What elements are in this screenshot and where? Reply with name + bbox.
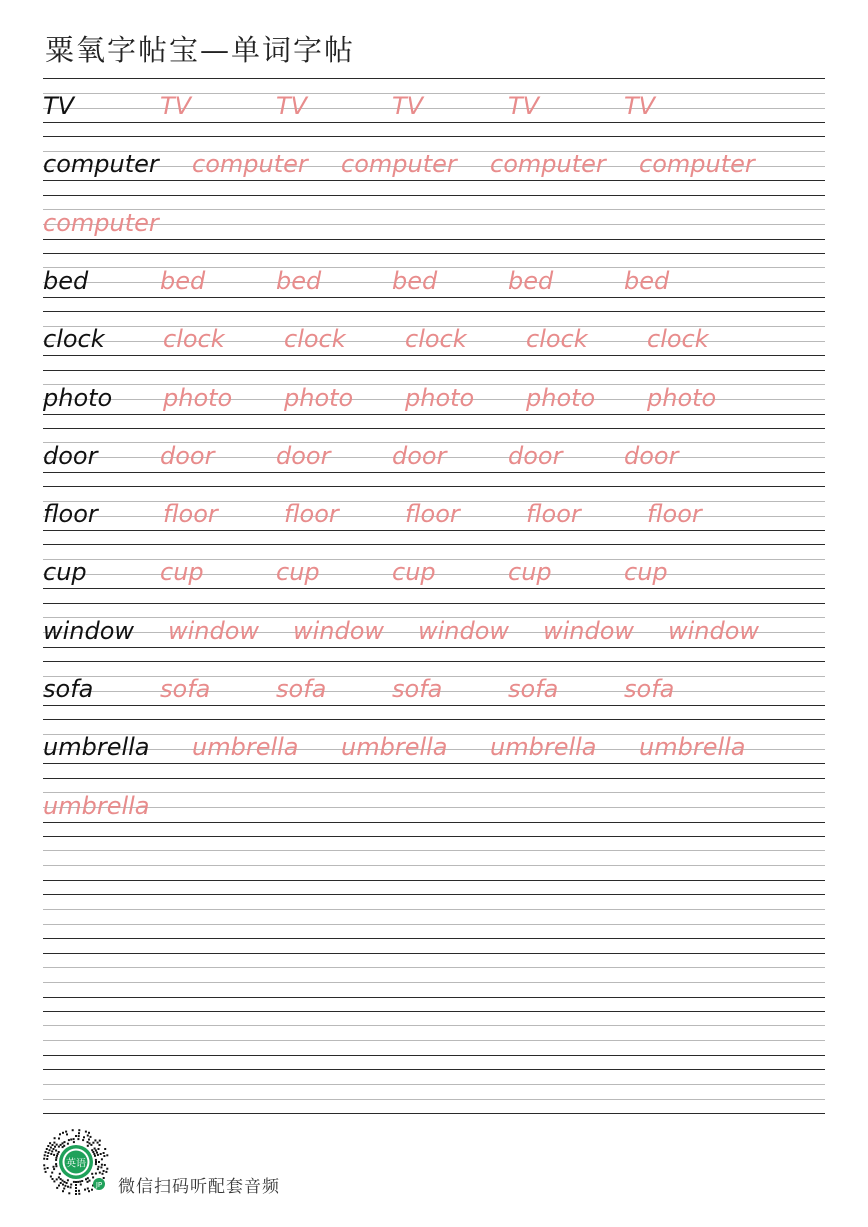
scan-audio-hint: 微信扫码听配套音频 <box>118 1177 280 1197</box>
row-top-rule <box>43 953 825 954</box>
trace-word: photo <box>405 383 475 412</box>
row-top-rule <box>43 894 825 895</box>
row-baseline-rule <box>43 997 825 998</box>
trace-word: sofa <box>160 675 211 703</box>
word-row <box>0 721 868 779</box>
trace-word: photo <box>284 383 354 412</box>
trace-word: TV <box>508 92 540 120</box>
trace-word: cup <box>276 558 320 587</box>
trace-word: cup <box>624 558 668 587</box>
trace-word: floor <box>405 500 460 529</box>
page-title: 粟氧字帖宝—单词字帖 <box>45 33 356 67</box>
row-top-rule <box>43 544 825 545</box>
model-word: floor <box>43 500 98 529</box>
trace-word: floor <box>163 500 218 529</box>
trace-word: umbrella <box>639 733 746 762</box>
row-baseline-rule <box>43 880 825 881</box>
row-top-rule <box>43 195 825 196</box>
row-top-rule <box>43 1069 825 1070</box>
row-top-rule <box>43 311 825 312</box>
trace-word: computer <box>490 150 606 179</box>
trace-word: photo <box>526 383 596 412</box>
trace-word: computer <box>341 150 457 179</box>
row-top-rule <box>43 370 825 371</box>
row-top-rule <box>43 778 825 779</box>
row-guide-rule <box>43 909 825 910</box>
trace-word: bed <box>160 266 206 295</box>
trace-word: door <box>392 441 447 470</box>
model-word: photo <box>43 383 113 412</box>
row-top-rule <box>43 603 825 604</box>
trace-word: computer <box>639 150 755 179</box>
trace-word: cup <box>160 558 204 587</box>
trace-word: umbrella <box>192 733 299 762</box>
row-top-rule <box>43 1011 825 1012</box>
model-word: computer <box>43 150 159 179</box>
trace-word: clock <box>526 325 588 354</box>
row-guide-rule <box>43 1025 825 1026</box>
trace-word: cup <box>392 558 436 587</box>
row-top-rule <box>43 78 825 79</box>
row-top-rule <box>43 428 825 429</box>
model-word: clock <box>43 325 105 354</box>
qr-code-icon[interactable] <box>40 1126 112 1198</box>
word-row <box>0 255 868 313</box>
row-guide-rule <box>43 1084 825 1085</box>
trace-word: cup <box>508 558 552 587</box>
row-guide-rule <box>43 1099 825 1100</box>
word-row <box>0 313 868 371</box>
trace-word: door <box>160 441 215 470</box>
trace-word: window <box>668 616 760 645</box>
trace-word: umbrella <box>490 733 597 762</box>
word-row <box>0 663 868 721</box>
trace-word: clock <box>405 325 467 354</box>
trace-word: bed <box>624 266 670 295</box>
row-top-rule <box>43 136 825 137</box>
row-top-rule <box>43 661 825 662</box>
trace-word: door <box>624 441 679 470</box>
trace-word: window <box>293 616 385 645</box>
model-word: door <box>43 441 98 470</box>
row-guide-rule <box>43 967 825 968</box>
sheet-bottom-rule <box>43 1113 825 1114</box>
model-word: sofa <box>43 675 94 703</box>
trace-word: sofa <box>392 675 443 703</box>
row-baseline-rule <box>43 938 825 939</box>
trace-word: floor <box>526 500 581 529</box>
trace-word: photo <box>647 383 717 412</box>
trace-word: sofa <box>276 675 327 703</box>
trace-word: TV <box>624 92 656 120</box>
trace-word: floor <box>647 500 702 529</box>
trace-word: clock <box>647 325 709 354</box>
trace-word: clock <box>163 325 225 354</box>
trace-word: photo <box>163 383 233 412</box>
trace-word: door <box>508 441 563 470</box>
svg-text:JP: JP <box>95 1181 103 1189</box>
word-row <box>0 430 868 488</box>
trace-word: clock <box>284 325 346 354</box>
row-top-rule <box>43 836 825 837</box>
trace-word: sofa <box>624 675 675 703</box>
trace-word: computer <box>192 150 308 179</box>
trace-word: door <box>276 441 331 470</box>
word-row <box>0 605 868 663</box>
trace-word: umbrella <box>341 733 448 762</box>
row-guide-rule <box>43 865 825 866</box>
trace-word: bed <box>392 266 438 295</box>
word-row <box>0 138 868 196</box>
trace-word: floor <box>284 500 339 529</box>
word-row <box>0 80 868 138</box>
trace-word: TV <box>160 92 192 120</box>
trace-word: bed <box>508 266 554 295</box>
row-guide-rule <box>43 850 825 851</box>
model-word: bed <box>43 266 89 295</box>
word-row <box>0 197 868 255</box>
trace-word: umbrella <box>43 791 150 820</box>
model-word: TV <box>43 92 75 120</box>
row-top-rule <box>43 719 825 720</box>
word-row <box>0 372 868 430</box>
row-top-rule <box>43 486 825 487</box>
row-baseline-rule <box>43 1055 825 1056</box>
word-row <box>0 780 868 838</box>
word-row <box>0 488 868 546</box>
trace-word: window <box>543 616 635 645</box>
trace-word: TV <box>276 92 308 120</box>
trace-word: window <box>418 616 510 645</box>
trace-word: computer <box>43 208 159 237</box>
model-word: cup <box>43 558 87 587</box>
model-word: window <box>43 616 135 645</box>
trace-word: bed <box>276 266 322 295</box>
model-word: umbrella <box>43 733 150 762</box>
trace-word: sofa <box>508 675 559 703</box>
row-guide-rule <box>43 924 825 925</box>
row-guide-rule <box>43 1040 825 1041</box>
word-row <box>0 546 868 604</box>
trace-word: window <box>168 616 260 645</box>
row-guide-rule <box>43 982 825 983</box>
qr-badge-label: 英语 <box>66 1158 86 1170</box>
trace-word: TV <box>392 92 424 120</box>
row-top-rule <box>43 253 825 254</box>
audio-footer <box>40 1126 340 1200</box>
